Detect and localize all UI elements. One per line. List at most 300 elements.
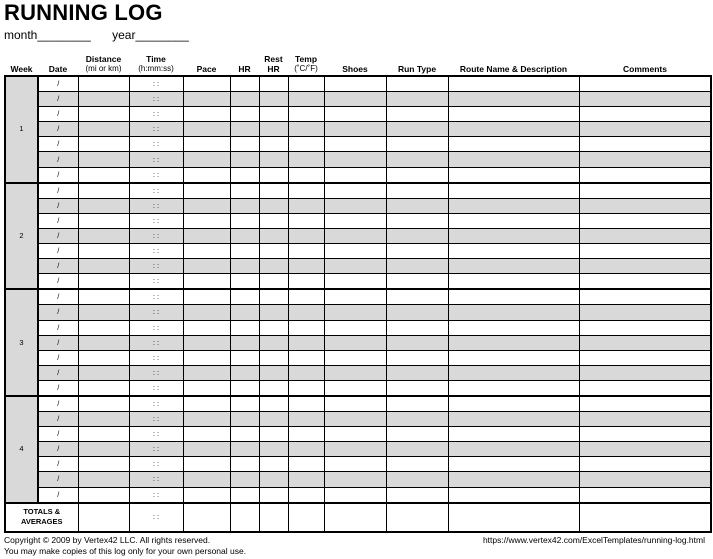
route-cell[interactable]: [448, 167, 579, 183]
shoes-cell[interactable]: [324, 487, 386, 503]
rest-hr-cell[interactable]: [259, 350, 288, 365]
route-cell[interactable]: [448, 137, 579, 152]
pace-cell[interactable]: [183, 122, 230, 137]
route-cell[interactable]: [448, 92, 579, 107]
run-type-cell[interactable]: [386, 365, 448, 380]
time-cell[interactable]: : :: [129, 122, 183, 137]
time-cell[interactable]: : :: [129, 167, 183, 183]
time-cell[interactable]: : :: [129, 487, 183, 503]
shoes-cell[interactable]: [324, 335, 386, 350]
hr-cell[interactable]: [230, 92, 259, 107]
shoes-cell[interactable]: [324, 305, 386, 320]
shoes-cell[interactable]: [324, 122, 386, 137]
pace-cell[interactable]: [183, 320, 230, 335]
shoes-cell[interactable]: [324, 412, 386, 427]
date-cell[interactable]: /: [38, 76, 78, 92]
comments-cell[interactable]: [579, 365, 711, 380]
pace-cell[interactable]: [183, 380, 230, 396]
time-cell[interactable]: : :: [129, 457, 183, 472]
rest-hr-cell[interactable]: [259, 76, 288, 92]
pace-cell[interactable]: [183, 365, 230, 380]
hr-cell[interactable]: [230, 457, 259, 472]
date-cell[interactable]: /: [38, 244, 78, 259]
time-cell[interactable]: : :: [129, 183, 183, 199]
date-cell[interactable]: /: [38, 167, 78, 183]
route-cell[interactable]: [448, 320, 579, 335]
temp-cell[interactable]: [288, 137, 324, 152]
time-cell[interactable]: : :: [129, 472, 183, 487]
rest-hr-cell[interactable]: [259, 244, 288, 259]
month-field[interactable]: month________: [4, 28, 91, 42]
date-cell[interactable]: /: [38, 305, 78, 320]
hr-cell[interactable]: [230, 472, 259, 487]
shoes-cell[interactable]: [324, 396, 386, 412]
temp-cell[interactable]: [288, 472, 324, 487]
shoes-cell[interactable]: [324, 244, 386, 259]
date-cell[interactable]: /: [38, 350, 78, 365]
date-cell[interactable]: /: [38, 365, 78, 380]
date-cell[interactable]: /: [38, 152, 78, 167]
temp-cell[interactable]: [288, 152, 324, 167]
distance-cell[interactable]: [78, 350, 129, 365]
rest-hr-cell[interactable]: [259, 228, 288, 243]
route-cell[interactable]: [448, 380, 579, 396]
route-cell[interactable]: [448, 412, 579, 427]
hr-cell[interactable]: [230, 137, 259, 152]
pace-cell[interactable]: [183, 259, 230, 274]
hr-cell[interactable]: [230, 427, 259, 442]
pace-cell[interactable]: [183, 198, 230, 213]
totals-comments[interactable]: [579, 503, 711, 532]
date-cell[interactable]: /: [38, 396, 78, 412]
avg-temp[interactable]: [288, 503, 324, 532]
pace-cell[interactable]: [183, 472, 230, 487]
route-cell[interactable]: [448, 122, 579, 137]
time-cell[interactable]: : :: [129, 320, 183, 335]
run-type-cell[interactable]: [386, 137, 448, 152]
time-cell[interactable]: : :: [129, 213, 183, 228]
distance-cell[interactable]: [78, 380, 129, 396]
hr-cell[interactable]: [230, 305, 259, 320]
comments-cell[interactable]: [579, 320, 711, 335]
distance-cell[interactable]: [78, 320, 129, 335]
shoes-cell[interactable]: [324, 380, 386, 396]
temp-cell[interactable]: [288, 183, 324, 199]
comments-cell[interactable]: [579, 412, 711, 427]
avg-rest-hr[interactable]: [259, 503, 288, 532]
route-cell[interactable]: [448, 335, 579, 350]
rest-hr-cell[interactable]: [259, 305, 288, 320]
totals-route[interactable]: [448, 503, 579, 532]
comments-cell[interactable]: [579, 472, 711, 487]
temp-cell[interactable]: [288, 350, 324, 365]
route-cell[interactable]: [448, 152, 579, 167]
run-type-cell[interactable]: [386, 92, 448, 107]
temp-cell[interactable]: [288, 457, 324, 472]
distance-cell[interactable]: [78, 289, 129, 305]
rest-hr-cell[interactable]: [259, 152, 288, 167]
shoes-cell[interactable]: [324, 92, 386, 107]
comments-cell[interactable]: [579, 427, 711, 442]
rest-hr-cell[interactable]: [259, 427, 288, 442]
rest-hr-cell[interactable]: [259, 457, 288, 472]
date-cell[interactable]: /: [38, 183, 78, 199]
distance-cell[interactable]: [78, 137, 129, 152]
route-cell[interactable]: [448, 472, 579, 487]
distance-cell[interactable]: [78, 167, 129, 183]
footer-url[interactable]: https://www.vertex42.com/ExcelTemplates/running-log.html: [482, 535, 705, 545]
rest-hr-cell[interactable]: [259, 137, 288, 152]
date-cell[interactable]: /: [38, 380, 78, 396]
time-cell[interactable]: : :: [129, 365, 183, 380]
time-cell[interactable]: : :: [129, 335, 183, 350]
shoes-cell[interactable]: [324, 76, 386, 92]
time-cell[interactable]: : :: [129, 380, 183, 396]
comments-cell[interactable]: [579, 259, 711, 274]
run-type-cell[interactable]: [386, 198, 448, 213]
distance-cell[interactable]: [78, 107, 129, 122]
comments-cell[interactable]: [579, 442, 711, 457]
shoes-cell[interactable]: [324, 320, 386, 335]
shoes-cell[interactable]: [324, 198, 386, 213]
totals-run-type[interactable]: [386, 503, 448, 532]
run-type-cell[interactable]: [386, 228, 448, 243]
comments-cell[interactable]: [579, 289, 711, 305]
route-cell[interactable]: [448, 487, 579, 503]
date-cell[interactable]: /: [38, 412, 78, 427]
rest-hr-cell[interactable]: [259, 380, 288, 396]
time-cell[interactable]: : :: [129, 427, 183, 442]
hr-cell[interactable]: [230, 350, 259, 365]
temp-cell[interactable]: [288, 259, 324, 274]
run-type-cell[interactable]: [386, 259, 448, 274]
hr-cell[interactable]: [230, 107, 259, 122]
run-type-cell[interactable]: [386, 335, 448, 350]
pace-cell[interactable]: [183, 442, 230, 457]
temp-cell[interactable]: [288, 274, 324, 290]
hr-cell[interactable]: [230, 228, 259, 243]
rest-hr-cell[interactable]: [259, 122, 288, 137]
distance-cell[interactable]: [78, 92, 129, 107]
rest-hr-cell[interactable]: [259, 289, 288, 305]
date-cell[interactable]: /: [38, 228, 78, 243]
total-time[interactable]: : :: [129, 503, 183, 532]
avg-hr[interactable]: [230, 503, 259, 532]
distance-cell[interactable]: [78, 198, 129, 213]
comments-cell[interactable]: [579, 457, 711, 472]
rest-hr-cell[interactable]: [259, 487, 288, 503]
route-cell[interactable]: [448, 457, 579, 472]
distance-cell[interactable]: [78, 442, 129, 457]
route-cell[interactable]: [448, 365, 579, 380]
run-type-cell[interactable]: [386, 427, 448, 442]
hr-cell[interactable]: [230, 198, 259, 213]
distance-cell[interactable]: [78, 183, 129, 199]
comments-cell[interactable]: [579, 167, 711, 183]
date-cell[interactable]: /: [38, 259, 78, 274]
route-cell[interactable]: [448, 396, 579, 412]
pace-cell[interactable]: [183, 412, 230, 427]
route-cell[interactable]: [448, 198, 579, 213]
run-type-cell[interactable]: [386, 122, 448, 137]
temp-cell[interactable]: [288, 107, 324, 122]
comments-cell[interactable]: [579, 274, 711, 290]
run-type-cell[interactable]: [386, 472, 448, 487]
pace-cell[interactable]: [183, 213, 230, 228]
total-distance[interactable]: [78, 503, 129, 532]
hr-cell[interactable]: [230, 365, 259, 380]
run-type-cell[interactable]: [386, 457, 448, 472]
date-cell[interactable]: /: [38, 107, 78, 122]
comments-cell[interactable]: [579, 396, 711, 412]
temp-cell[interactable]: [288, 167, 324, 183]
route-cell[interactable]: [448, 107, 579, 122]
time-cell[interactable]: : :: [129, 259, 183, 274]
distance-cell[interactable]: [78, 274, 129, 290]
distance-cell[interactable]: [78, 122, 129, 137]
time-cell[interactable]: : :: [129, 198, 183, 213]
distance-cell[interactable]: [78, 152, 129, 167]
pace-cell[interactable]: [183, 350, 230, 365]
comments-cell[interactable]: [579, 198, 711, 213]
temp-cell[interactable]: [288, 92, 324, 107]
run-type-cell[interactable]: [386, 396, 448, 412]
comments-cell[interactable]: [579, 107, 711, 122]
pace-cell[interactable]: [183, 274, 230, 290]
rest-hr-cell[interactable]: [259, 412, 288, 427]
run-type-cell[interactable]: [386, 244, 448, 259]
route-cell[interactable]: [448, 427, 579, 442]
route-cell[interactable]: [448, 305, 579, 320]
route-cell[interactable]: [448, 244, 579, 259]
run-type-cell[interactable]: [386, 167, 448, 183]
hr-cell[interactable]: [230, 442, 259, 457]
pace-cell[interactable]: [183, 137, 230, 152]
time-cell[interactable]: : :: [129, 350, 183, 365]
rest-hr-cell[interactable]: [259, 335, 288, 350]
temp-cell[interactable]: [288, 305, 324, 320]
pace-cell[interactable]: [183, 107, 230, 122]
run-type-cell[interactable]: [386, 152, 448, 167]
rest-hr-cell[interactable]: [259, 320, 288, 335]
time-cell[interactable]: : :: [129, 412, 183, 427]
comments-cell[interactable]: [579, 213, 711, 228]
rest-hr-cell[interactable]: [259, 396, 288, 412]
pace-cell[interactable]: [183, 427, 230, 442]
hr-cell[interactable]: [230, 167, 259, 183]
comments-cell[interactable]: [579, 305, 711, 320]
run-type-cell[interactable]: [386, 442, 448, 457]
comments-cell[interactable]: [579, 335, 711, 350]
distance-cell[interactable]: [78, 228, 129, 243]
distance-cell[interactable]: [78, 472, 129, 487]
hr-cell[interactable]: [230, 122, 259, 137]
pace-cell[interactable]: [183, 183, 230, 199]
rest-hr-cell[interactable]: [259, 442, 288, 457]
run-type-cell[interactable]: [386, 350, 448, 365]
route-cell[interactable]: [448, 228, 579, 243]
hr-cell[interactable]: [230, 259, 259, 274]
date-cell[interactable]: /: [38, 122, 78, 137]
distance-cell[interactable]: [78, 412, 129, 427]
time-cell[interactable]: : :: [129, 244, 183, 259]
temp-cell[interactable]: [288, 213, 324, 228]
comments-cell[interactable]: [579, 122, 711, 137]
distance-cell[interactable]: [78, 259, 129, 274]
time-cell[interactable]: : :: [129, 92, 183, 107]
distance-cell[interactable]: [78, 305, 129, 320]
shoes-cell[interactable]: [324, 152, 386, 167]
temp-cell[interactable]: [288, 380, 324, 396]
run-type-cell[interactable]: [386, 487, 448, 503]
shoes-cell[interactable]: [324, 259, 386, 274]
distance-cell[interactable]: [78, 396, 129, 412]
run-type-cell[interactable]: [386, 289, 448, 305]
shoes-cell[interactable]: [324, 137, 386, 152]
shoes-cell[interactable]: [324, 228, 386, 243]
distance-cell[interactable]: [78, 335, 129, 350]
distance-cell[interactable]: [78, 76, 129, 92]
hr-cell[interactable]: [230, 244, 259, 259]
comments-cell[interactable]: [579, 152, 711, 167]
shoes-cell[interactable]: [324, 289, 386, 305]
run-type-cell[interactable]: [386, 76, 448, 92]
pace-cell[interactable]: [183, 289, 230, 305]
date-cell[interactable]: /: [38, 472, 78, 487]
avg-pace[interactable]: [183, 503, 230, 532]
pace-cell[interactable]: [183, 167, 230, 183]
comments-cell[interactable]: [579, 137, 711, 152]
route-cell[interactable]: [448, 183, 579, 199]
pace-cell[interactable]: [183, 396, 230, 412]
temp-cell[interactable]: [288, 122, 324, 137]
time-cell[interactable]: : :: [129, 274, 183, 290]
time-cell[interactable]: : :: [129, 228, 183, 243]
date-cell[interactable]: /: [38, 427, 78, 442]
date-cell[interactable]: /: [38, 274, 78, 290]
shoes-cell[interactable]: [324, 107, 386, 122]
route-cell[interactable]: [448, 213, 579, 228]
temp-cell[interactable]: [288, 396, 324, 412]
shoes-cell[interactable]: [324, 167, 386, 183]
route-cell[interactable]: [448, 289, 579, 305]
rest-hr-cell[interactable]: [259, 365, 288, 380]
hr-cell[interactable]: [230, 396, 259, 412]
pace-cell[interactable]: [183, 335, 230, 350]
pace-cell[interactable]: [183, 152, 230, 167]
temp-cell[interactable]: [288, 335, 324, 350]
shoes-cell[interactable]: [324, 427, 386, 442]
rest-hr-cell[interactable]: [259, 198, 288, 213]
comments-cell[interactable]: [579, 183, 711, 199]
comments-cell[interactable]: [579, 228, 711, 243]
run-type-cell[interactable]: [386, 213, 448, 228]
time-cell[interactable]: : :: [129, 442, 183, 457]
hr-cell[interactable]: [230, 335, 259, 350]
pace-cell[interactable]: [183, 92, 230, 107]
shoes-cell[interactable]: [324, 457, 386, 472]
year-field[interactable]: year________: [112, 28, 189, 42]
date-cell[interactable]: /: [38, 335, 78, 350]
rest-hr-cell[interactable]: [259, 274, 288, 290]
run-type-cell[interactable]: [386, 183, 448, 199]
temp-cell[interactable]: [288, 365, 324, 380]
date-cell[interactable]: /: [38, 92, 78, 107]
time-cell[interactable]: : :: [129, 137, 183, 152]
temp-cell[interactable]: [288, 442, 324, 457]
temp-cell[interactable]: [288, 76, 324, 92]
route-cell[interactable]: [448, 274, 579, 290]
temp-cell[interactable]: [288, 487, 324, 503]
run-type-cell[interactable]: [386, 107, 448, 122]
temp-cell[interactable]: [288, 412, 324, 427]
comments-cell[interactable]: [579, 92, 711, 107]
comments-cell[interactable]: [579, 380, 711, 396]
comments-cell[interactable]: [579, 76, 711, 92]
date-cell[interactable]: /: [38, 457, 78, 472]
run-type-cell[interactable]: [386, 380, 448, 396]
hr-cell[interactable]: [230, 380, 259, 396]
pace-cell[interactable]: [183, 244, 230, 259]
time-cell[interactable]: : :: [129, 396, 183, 412]
pace-cell[interactable]: [183, 76, 230, 92]
distance-cell[interactable]: [78, 487, 129, 503]
date-cell[interactable]: /: [38, 487, 78, 503]
rest-hr-cell[interactable]: [259, 107, 288, 122]
hr-cell[interactable]: [230, 213, 259, 228]
date-cell[interactable]: /: [38, 320, 78, 335]
pace-cell[interactable]: [183, 305, 230, 320]
shoes-cell[interactable]: [324, 350, 386, 365]
temp-cell[interactable]: [288, 244, 324, 259]
date-cell[interactable]: /: [38, 137, 78, 152]
temp-cell[interactable]: [288, 427, 324, 442]
hr-cell[interactable]: [230, 320, 259, 335]
shoes-cell[interactable]: [324, 472, 386, 487]
distance-cell[interactable]: [78, 427, 129, 442]
comments-cell[interactable]: [579, 350, 711, 365]
distance-cell[interactable]: [78, 365, 129, 380]
hr-cell[interactable]: [230, 183, 259, 199]
rest-hr-cell[interactable]: [259, 92, 288, 107]
run-type-cell[interactable]: [386, 274, 448, 290]
distance-cell[interactable]: [78, 457, 129, 472]
shoes-cell[interactable]: [324, 365, 386, 380]
hr-cell[interactable]: [230, 274, 259, 290]
pace-cell[interactable]: [183, 457, 230, 472]
shoes-cell[interactable]: [324, 213, 386, 228]
route-cell[interactable]: [448, 350, 579, 365]
time-cell[interactable]: : :: [129, 305, 183, 320]
run-type-cell[interactable]: [386, 320, 448, 335]
rest-hr-cell[interactable]: [259, 213, 288, 228]
comments-cell[interactable]: [579, 487, 711, 503]
shoes-cell[interactable]: [324, 442, 386, 457]
comments-cell[interactable]: [579, 244, 711, 259]
run-type-cell[interactable]: [386, 412, 448, 427]
time-cell[interactable]: : :: [129, 76, 183, 92]
shoes-cell[interactable]: [324, 183, 386, 199]
route-cell[interactable]: [448, 259, 579, 274]
distance-cell[interactable]: [78, 244, 129, 259]
temp-cell[interactable]: [288, 320, 324, 335]
hr-cell[interactable]: [230, 152, 259, 167]
time-cell[interactable]: : :: [129, 152, 183, 167]
pace-cell[interactable]: [183, 487, 230, 503]
shoes-cell[interactable]: [324, 274, 386, 290]
date-cell[interactable]: /: [38, 289, 78, 305]
route-cell[interactable]: [448, 442, 579, 457]
